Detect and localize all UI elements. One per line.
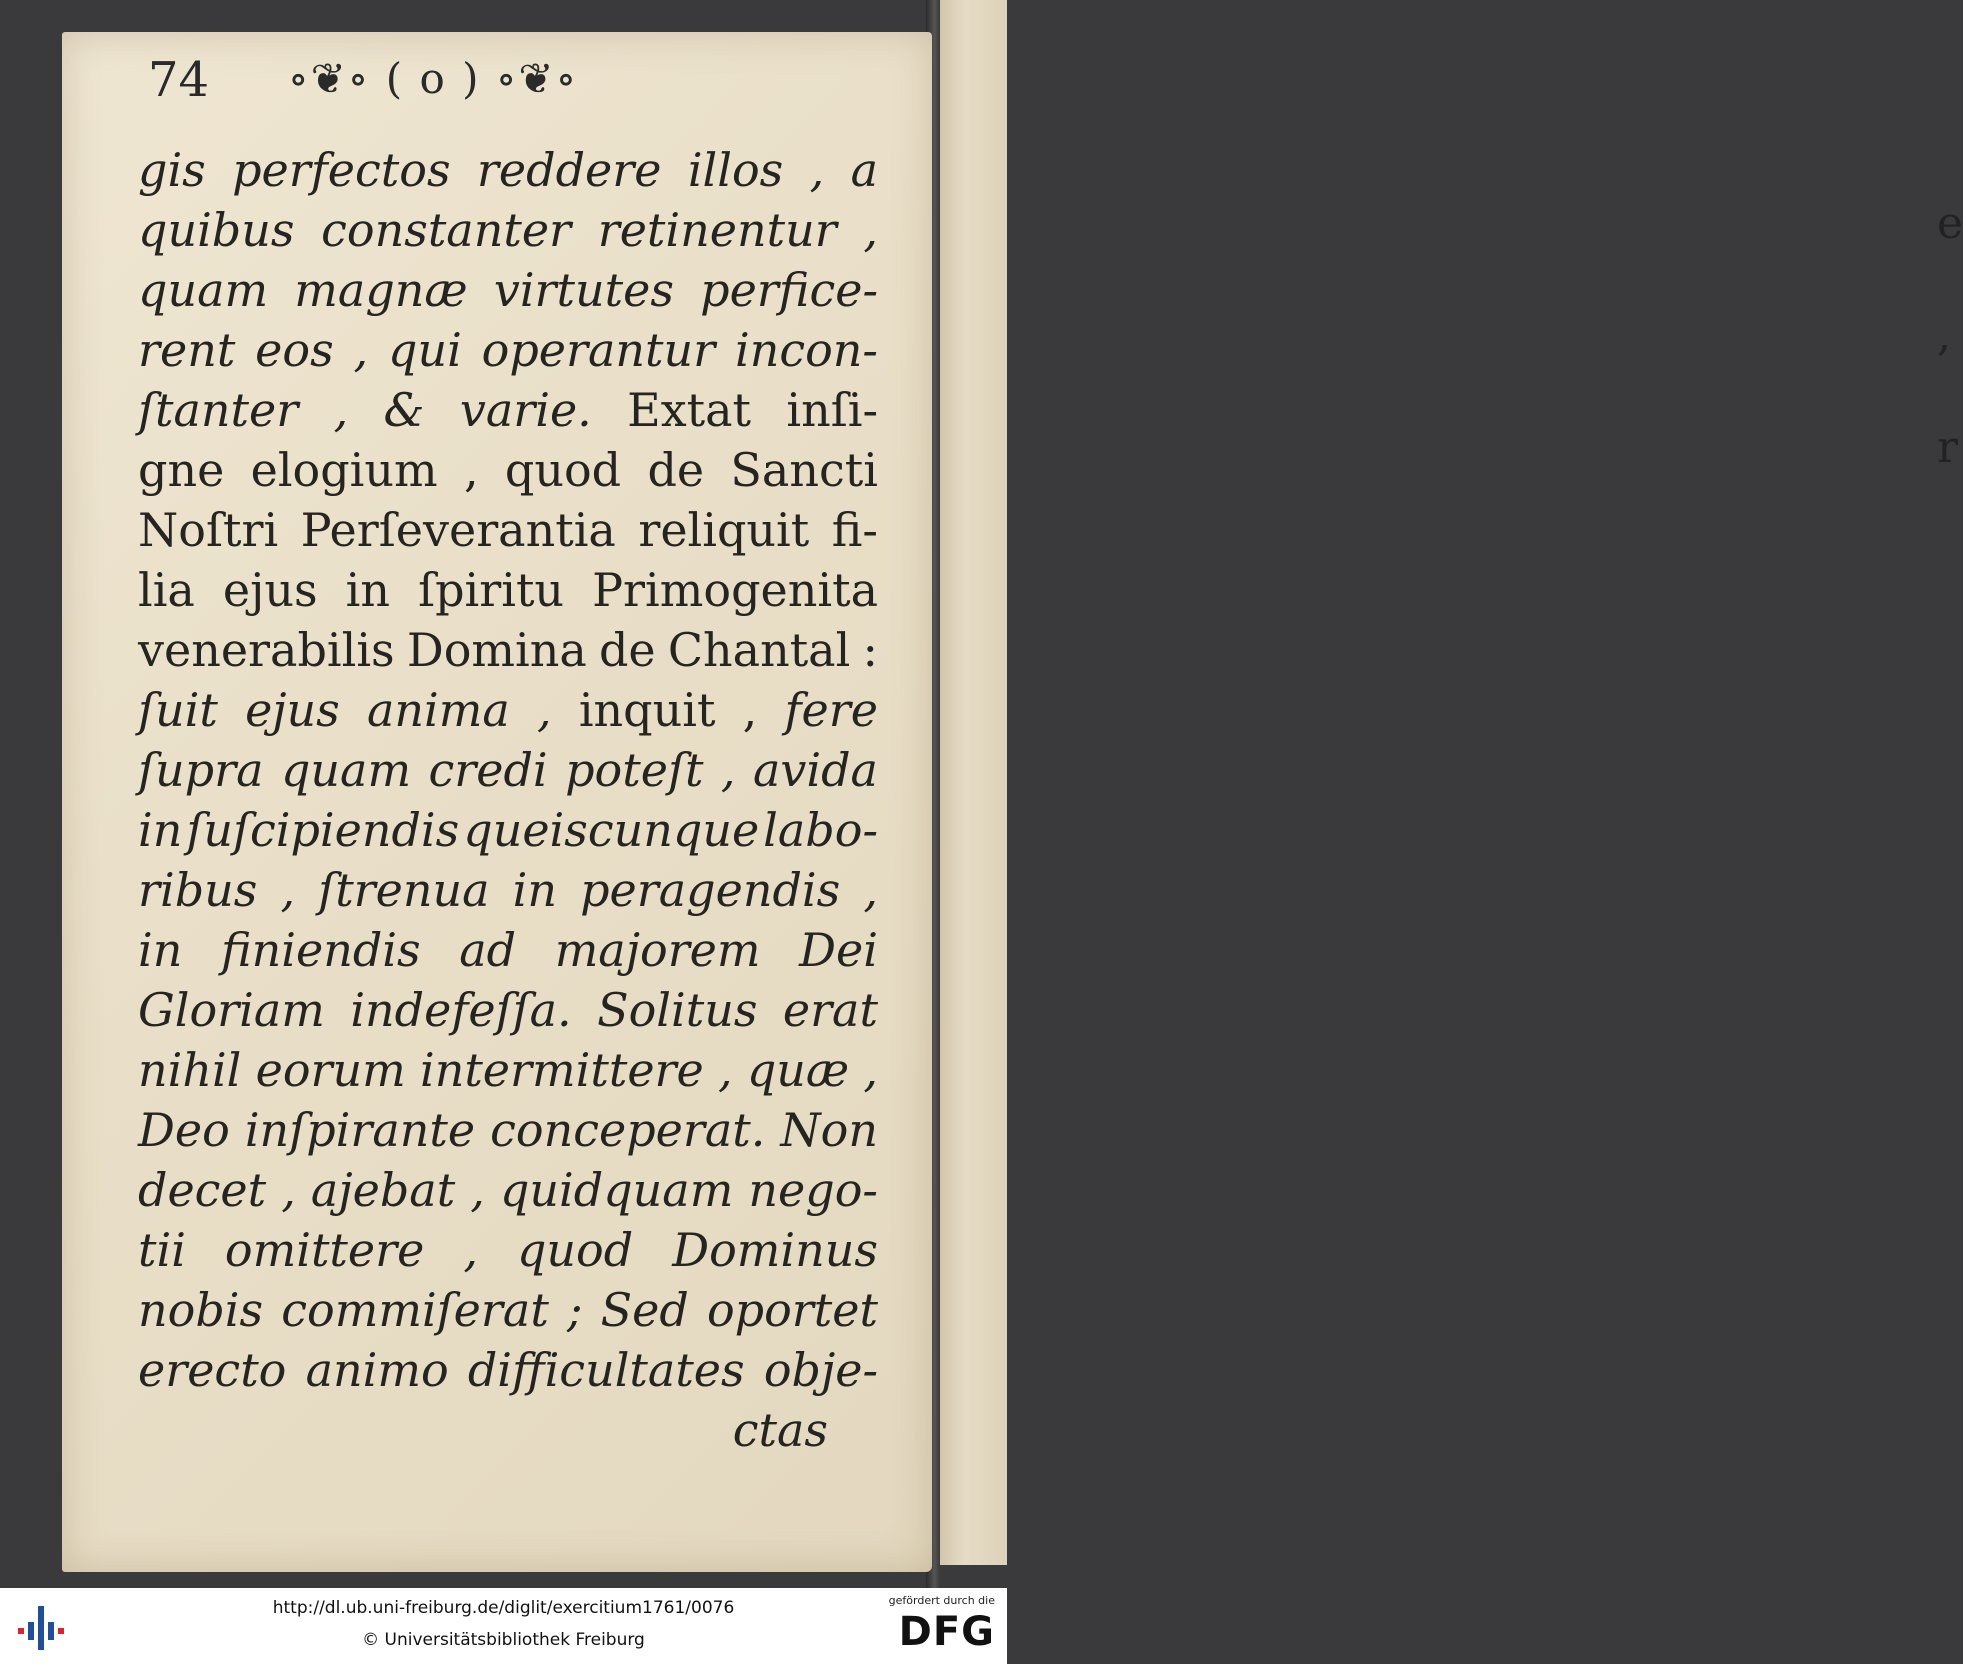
text-word: , [463,1223,478,1277]
body-text [138,140,878,1460]
text-word: retinentur [597,203,837,257]
text-word: ſuit [138,683,218,737]
text-word: incon- [735,323,878,377]
page-number: 74 [148,52,210,108]
text-word: in [512,863,557,917]
text-word: ſupra [138,743,264,797]
facing-page-fragments [1937,168,1963,504]
text-word: Non [780,1103,878,1157]
text-word: operantur [481,323,716,377]
text-word: perfice- [700,263,878,317]
text-word: queiscunque [463,803,760,857]
text-word: gis [138,143,206,197]
text-line [138,1100,878,1160]
text-word: quam [280,743,412,797]
text-word: Dei [799,923,878,977]
facing-page-fragment: , [1937,310,1951,361]
text-word: nego- [748,1163,878,1217]
text-word: erecto [138,1343,287,1397]
text-line [138,500,878,560]
text-word: illos [687,143,784,197]
text-word: tii [138,1223,186,1277]
facing-page-fragment: r [1937,422,1959,473]
text-line [138,1160,878,1220]
text-word: Sancti [730,443,878,497]
text-word: peragendis [580,863,841,917]
text-word: Deo [138,1103,230,1157]
text-line [138,920,878,980]
text-word: , [537,683,552,737]
text-line [138,320,878,380]
text-word: de [647,443,705,497]
text-word: fere [784,683,878,737]
text-line [138,680,878,740]
text-word: varie. [459,383,592,437]
text-line [138,380,878,440]
text-word: Gloriam [138,983,325,1037]
text-word: constanter [321,203,572,257]
text-word: , [281,1163,296,1217]
text-word: ajebat [310,1163,456,1217]
text-word: , [717,1043,733,1097]
copyright-notice: © Universitätsbibliothek Freiburg [362,1630,645,1650]
text-word: Solitus [597,983,758,1037]
text-word: & [383,383,425,437]
funder-note: gefördert durch die [888,1594,995,1607]
text-word: ejus [245,683,340,737]
text-word: magnæ [294,263,468,317]
facing-page [937,0,1963,1565]
text-line [138,740,878,800]
text-line [138,140,878,200]
text-word: decet [138,1163,267,1217]
text-line [138,260,878,320]
text-word: ſuſcipiendis [186,803,460,857]
text-word: quod [504,443,622,497]
text-word: inſi- [786,383,878,437]
text-word: de [598,623,656,677]
viewer-footer [0,1588,1007,1664]
page-header [148,52,728,114]
text-line [138,980,878,1040]
text-word: in [345,563,391,617]
text-word: venerabilis [138,623,395,677]
text-word: rent [138,323,236,377]
text-word: ejus [222,563,318,617]
text-word: obje- [763,1343,878,1397]
text-word: eos [255,323,334,377]
text-word: , [742,683,758,737]
text-word: , [863,863,878,917]
text-word: Domina [406,623,587,677]
text-word: a [850,143,878,197]
text-word: virtutes [493,263,674,317]
text-line [138,620,878,680]
text-word: , [353,323,369,377]
text-word: Chantal [667,623,851,677]
text-word: , [863,1043,878,1097]
text-word: quidquam [499,1163,734,1217]
catchword: ctas [732,1403,828,1457]
text-word: Primogenita [592,563,878,617]
text-word: quibus [138,203,295,257]
text-word: in [138,923,183,977]
text-word: intermittere [419,1043,704,1097]
text-word: omittere [224,1223,425,1277]
text-word: oportet [706,1283,878,1337]
text-line [138,200,878,260]
header-ornament: ∘❦∘ ( o ) ∘❦∘ [288,54,579,103]
text-word: poteſt [565,743,704,797]
text-word: reliquit [638,503,810,557]
text-word: avida [752,743,878,797]
text-word: perfectos [232,143,451,197]
text-word: ſpiritu [418,563,565,617]
text-word: ſtanter [138,383,299,437]
text-word: ſtrenua [318,863,490,917]
text-word: elogium [250,443,438,497]
text-word: credi [428,743,548,797]
text-word: conceperat. [490,1103,766,1157]
text-word: eorum [255,1043,406,1097]
text-word: lia [138,563,195,617]
text-word: inquit [578,683,716,737]
text-word: Noſtri [138,503,279,557]
text-line [138,860,878,920]
text-word: , [809,143,825,197]
text-line [138,440,878,500]
text-word: : [862,623,878,677]
facing-page-fragment: e [1937,198,1963,249]
text-word: nihil [138,1043,242,1097]
text-line [138,1340,878,1400]
text-word: quod [516,1223,634,1277]
text-word: , [863,203,878,257]
dfg-logo: DFG [898,1609,995,1655]
text-word: , [720,743,736,797]
text-word: nobis [138,1283,264,1337]
permalink-url[interactable]: http://dl.ub.uni-freiburg.de/diglit/exercitium1761/0076 [272,1598,735,1618]
text-word: reddere [476,143,662,197]
text-word: , [280,863,296,917]
text-word: animo [305,1343,449,1397]
text-word: quæ [746,1043,850,1097]
text-word: ; [566,1283,583,1337]
text-line [138,1220,878,1280]
text-word: , [470,1163,485,1217]
text-word: , [463,443,479,497]
text-line [138,560,878,620]
text-line [138,1040,878,1100]
text-word: labo- [763,803,878,857]
catchword-line [138,1400,878,1460]
text-word: Sed [600,1283,689,1337]
text-line [138,1280,878,1340]
text-word: qui [388,323,462,377]
text-word: Extat [627,383,752,437]
text-word: in [138,803,183,857]
text-word: majorem [554,923,761,977]
text-word: inſpirante [244,1103,476,1157]
text-word: erat [782,983,878,1037]
text-word: Perſeverantia [300,503,616,557]
text-word: commiſerat [281,1283,549,1337]
text-word: , [333,383,349,437]
text-word: quam [138,263,269,317]
text-word: gne [138,443,225,497]
text-word: ribus [138,863,258,917]
text-word: indefeſſa. [350,983,572,1037]
text-word: finiendis [220,923,421,977]
text-word: fi- [831,503,878,557]
text-line [138,800,878,860]
text-word: difficultates [467,1343,745,1397]
text-word: anima [366,683,510,737]
text-word: Dominus [672,1223,878,1277]
text-word: ad [459,923,517,977]
